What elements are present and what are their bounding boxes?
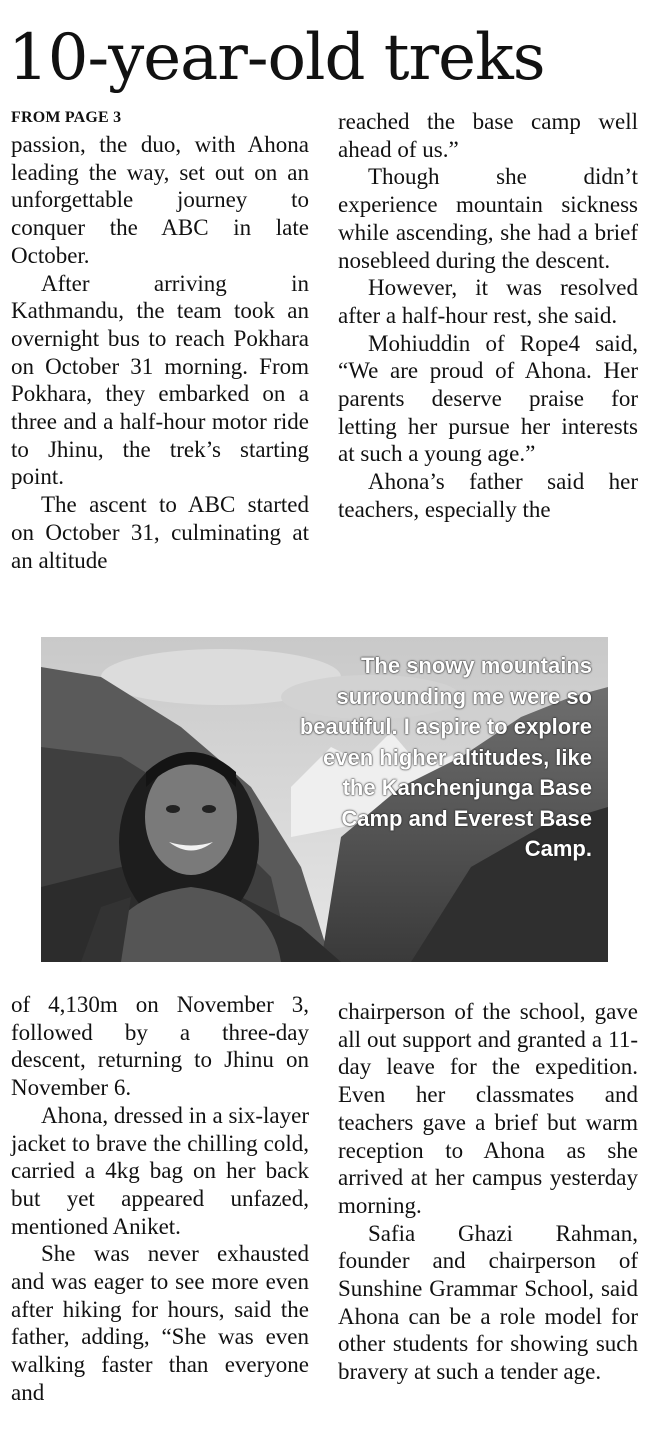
article-paragraph: Ahona, dressed in a six-layer jacket to brave the chilling cold, carried a 4kg bag on her back but yet appeared unfazed, mentioned Aniket. <box>11 1102 309 1239</box>
article-paragraph: Safia Ghazi Rahman, founder and chairperson of Sunshine Grammar School, said Ahona can be a role model for other students for showing such bravery at such a tender age. <box>338 1220 638 1385</box>
from-page-label: FROM PAGE 3 <box>11 109 122 126</box>
article-paragraph: Mohiuddin of Rope4 said, “We are proud of Ahona. Her parents deserve praise for letting her pursue her interests at such a young age.” <box>338 330 638 467</box>
article-column-1 <box>11 131 309 574</box>
article-paragraph: passion, the duo, with Ahona leading the way, set out on an unforgettable journey to conquer the ABC in late October. <box>11 132 309 268</box>
article-paragraph: chairperson of the school, gave all out support and granted a 11-day leave for the expedition. Even her classmates and teachers gave a brief but warm reception to Ahona as she arrived at her campus yesterday morning. <box>338 999 638 1218</box>
photo-pull-quote: The snowy mountains surrounding me were so beautiful. I aspire to explore even higher altitudes, like the Kanchenjunga Base Camp and Everest Base Camp. <box>299 653 592 861</box>
article-column-3 <box>11 991 309 1407</box>
article-column-4 <box>338 998 638 1386</box>
article-paragraph: However, it was resolved after a half-hour rest, she said. <box>338 275 638 328</box>
article-paragraph: reached the base camp well ahead of us.” <box>338 109 638 162</box>
article-paragraph: Ahona’s father said her teachers, especially the <box>338 469 638 522</box>
article-paragraph: Though she didn’t experience mountain sickness while ascending, she had a brief nosebleed during the descent. <box>338 164 638 273</box>
headline: 10-year-old treks <box>8 21 545 95</box>
article-column-2 <box>338 108 638 524</box>
article-paragraph: She was never exhausted and was eager to see more even after hiking for hours, said the father, adding, “She was even walking faster than everyone and <box>11 1241 309 1405</box>
trek-photo <box>41 637 608 962</box>
article-paragraph: After arriving in Kathmandu, the team took an overnight bus to reach Pokhara on October 31 morning. From Pokhara, they embarked on a three and a half-hour motor ride to Jhinu, the trek’s starting point. <box>11 270 309 490</box>
article-paragraph: The ascent to ABC started on October 31, culminating at an altitude <box>11 492 309 573</box>
article-paragraph: of 4,130m on November 3, followed by a three-day descent, returning to Jhinu on November 6. <box>11 992 309 1101</box>
